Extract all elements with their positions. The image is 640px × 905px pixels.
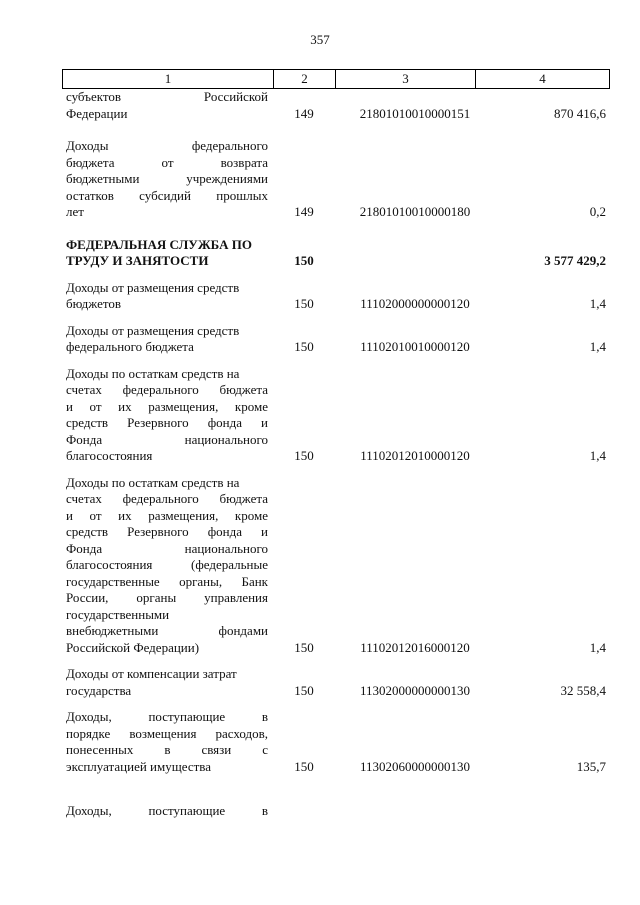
budget-classification-code: 11102012016000120 [360,639,470,655]
header-col-1: 1 [62,69,274,89]
admin-code: 150 [294,296,314,311]
description-line: и от их размещения, кроме [66,507,268,523]
admin-code: 149 [294,204,314,219]
amount: 870 416,6 [554,105,606,121]
description-line: государственными [66,606,170,622]
row-description [66,666,268,699]
row-description [66,237,268,270]
description-line: благосостояния [66,448,153,463]
description-line: бюджетными учреждениями [66,171,268,186]
budget-classification-code: 11302060000000130 [359,758,471,774]
header-col-4: 4 [476,69,610,89]
description-line: государства [66,682,132,698]
description-line: Доходы федерального [66,138,268,153]
amount: 135,7 [576,758,606,774]
description-line: Фонда национального [66,540,268,556]
row-description [66,323,268,356]
header-col-3: 3 [336,69,476,89]
table-row [66,280,606,313]
budget-classification-code: 21801010010000151 [359,105,471,121]
budget-classification-code: 11102010010000120 [360,339,470,354]
table-header [62,69,610,89]
description-line: и от их размещения, кроме [66,398,268,414]
admin-code: 150 [294,253,314,268]
description-line: понесенных в связи с [66,742,268,757]
amount: 1,4 [589,339,606,354]
header-col-2: 2 [274,69,336,89]
description-line: Доходы от размещения средств [66,322,240,338]
description-line: федерального бюджета [66,339,194,354]
budget-classification-code: 11302000000000130 [359,682,471,698]
description-line: Федерации [66,105,128,121]
table-row [66,89,606,122]
admin-code: 150 [294,639,314,655]
admin-code: 150 [294,339,314,354]
row-description [66,138,268,221]
description-line: России, органы управления [66,590,268,605]
description-line: Фонда национального [66,431,268,447]
description-line: Доходы от размещения средств [66,279,240,295]
description-line: благосостояния (федеральные [66,557,268,572]
description-line: Доходы от компенсации затрат [66,666,237,681]
description-line: бюджета от возврата [66,154,268,170]
admin-code: 149 [294,105,314,121]
description-line: Доходы по остаткам средств на [66,474,240,490]
table-row [66,709,606,775]
description-line: эксплуатацией имущества [66,758,212,774]
table-row [66,666,606,699]
description-line: государственные органы, Банк [66,573,268,589]
table-row [66,803,606,820]
description-line: бюджетов [66,296,122,311]
table-row [66,323,606,356]
amount: 1,4 [589,296,606,311]
description-line: счетах федерального бюджета [66,491,268,506]
table-row [66,138,606,221]
description-line: лет [66,204,84,219]
description-line: ФЕДЕРАЛЬНАЯ СЛУЖБА ПО [66,236,252,252]
row-description [66,709,268,775]
table-row [66,237,606,270]
budget-classification-code: 11102000000000120 [360,296,470,311]
amount: 3 577 429,2 [544,253,606,268]
description-line: средств Резервного фонда и [66,524,268,539]
description-line: порядке возмещения расходов, [66,725,268,741]
description-line: Доходы, поступающие в [66,709,268,724]
table-body [66,89,606,820]
page-number: 357 [310,32,330,47]
row-description [66,366,268,465]
description-line: Доходы, поступающие в [66,803,268,818]
admin-code: 150 [294,758,314,774]
table-row [66,475,606,657]
budget-classification-code: 11102012010000120 [360,448,470,463]
description-line: внебюджетными фондами [66,623,268,638]
row-description [66,475,268,657]
budget-classification-code: 21801010010000180 [359,204,471,219]
amount: 32 558,4 [560,682,606,698]
description-line: субъектов Российской [66,89,268,104]
admin-code: 150 [294,682,314,698]
amount: 1,4 [589,639,606,655]
table-row [66,366,606,465]
description-line: Российской Федерации) [66,639,200,655]
amount: 0,2 [589,204,606,219]
row-description [66,280,268,313]
description-line: ТРУДУ И ЗАНЯТОСТИ [66,253,209,268]
admin-code: 150 [294,448,314,463]
row-description [66,803,268,820]
amount: 1,4 [589,448,606,463]
description-line: остатков субсидий прошлых [66,187,268,203]
description-line: счетах федерального бюджета [66,382,268,397]
row-description [66,89,268,122]
description-line: Доходы по остаткам средств на [66,365,240,381]
description-line: средств Резервного фонда и [66,415,268,430]
